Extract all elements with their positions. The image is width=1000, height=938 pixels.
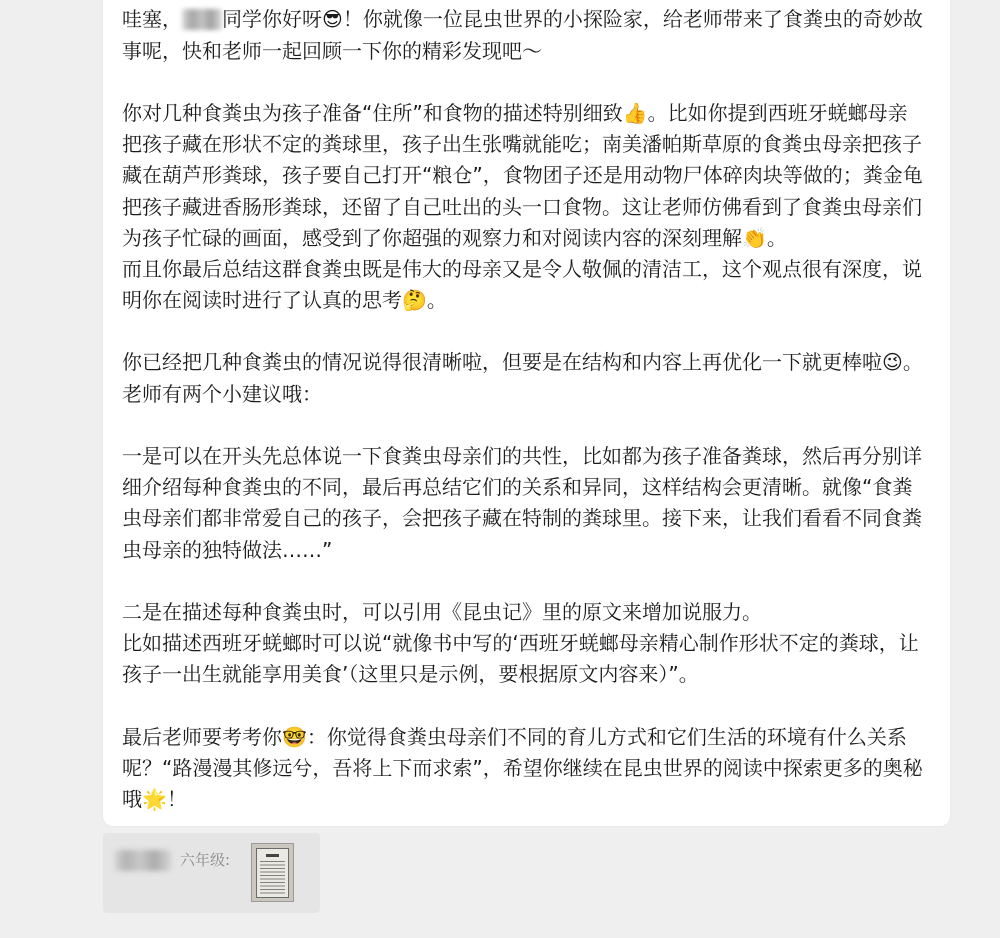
greeting-text: 同学你好呀😎！你就像一位昆虫世界的小探险家，给老师带来了食粪虫的奇妙故	[222, 7, 923, 32]
text-line: 二是在描述每种食粪虫时，可以引用《昆虫记》里的原文来增加说服力。	[122, 599, 762, 624]
text-line: 为孩子忙碌的画面，感受到了你超强的观察力和对阅读内容的深刻理解👏。	[122, 225, 787, 250]
text-line: 呢？“路漫漫其修远兮，吾将上下而求索”，希望你继续在昆虫世界的阅读中探索更多的奥秘	[122, 755, 923, 780]
closing-question-paragraph	[122, 722, 930, 816]
paragraph-spacer	[122, 691, 930, 722]
text-line: 明你在阅读时进行了认真的思考🤔。	[122, 288, 447, 313]
suggestion-one-paragraph	[122, 441, 930, 566]
text-line: 事呢，快和老师一起回顾一下你的精彩发现吧～	[122, 38, 542, 63]
redacted-student-name	[182, 9, 222, 30]
message-bubble[interactable]	[103, 0, 950, 826]
text-line: 比如描述西班牙蜣螂时可以说“就像书中写的‘西班牙蜣螂母亲精心制作形状不定的粪球，让	[122, 631, 919, 656]
suggestion-two-paragraph	[122, 597, 930, 691]
paragraph-spacer	[122, 566, 930, 597]
quoted-sender-grade: 六年级:	[180, 851, 231, 869]
text-line: 孩子一出生就能享用美食’（这里只是示例，要根据原文内容来）”。	[122, 662, 699, 687]
text-line: 虫母亲的独特做法……”	[122, 537, 333, 562]
text-line: 哦🌟！	[122, 787, 187, 812]
text-line: 藏在葫芦形粪球，孩子要自己打开“粮仓”，食物团子还是用动物尸体碎肉块等做的；粪金龟	[122, 163, 923, 188]
paragraph-spacer	[122, 67, 930, 98]
greeting-prefix: 哇塞，	[122, 7, 182, 32]
quoted-message[interactable]	[103, 833, 320, 913]
text-line: 细介绍每种食粪虫的不同，最后再总结它们的关系和异同，这样结构会更清晰。就像“食粪	[122, 475, 913, 500]
text-line: 一是可以在开头先总体说一下食粪虫母亲们的共性，比如都为孩子准备粪球，然后再分别详	[122, 444, 922, 469]
text-line: 把孩子藏进香肠形粪球，还留了自己吐出的头一口食物。这让老师仿佛看到了食粪虫母亲们	[122, 194, 922, 219]
praise-paragraph	[122, 98, 930, 316]
quoted-image-thumbnail[interactable]	[251, 843, 294, 902]
text-line: 最后老师要考考你🤓：你觉得食粪虫母亲们不同的育儿方式和它们生活的环境有什么关系	[122, 724, 907, 749]
redacted-sender-name	[115, 850, 171, 871]
text-line: 虫母亲们都非常爱自己的孩子，会把孩子藏在特制的粪球里。接下来，让我们看看不同食粪	[122, 506, 922, 531]
transition-paragraph	[122, 347, 930, 409]
paragraph-spacer	[122, 410, 930, 441]
document-page-graphic	[256, 848, 289, 898]
text-line: 把孩子藏在形状不定的粪球里，孩子出生张嘴就能吃；南美潘帕斯草原的食粪虫母亲把孩子	[122, 132, 922, 157]
document-text-lines-graphic	[260, 861, 285, 894]
text-line: 而且你最后总结这群食粪虫既是伟大的母亲又是令人敬佩的清洁工，这个观点很有深度，说	[122, 256, 922, 281]
document-heading-graphic	[266, 854, 279, 857]
greeting-paragraph	[122, 4, 930, 66]
text-line: 你对几种食粪虫为孩子准备“住所”和食物的描述特别细致👍。比如你提到西班牙蜣螂母亲	[122, 100, 908, 125]
text-line: 老师有两个小建议哦：	[122, 381, 322, 406]
text-line: 你已经把几种食粪虫的情况说得很清晰啦，但要是在结构和内容上再优化一下就更棒啦😉。	[122, 350, 923, 375]
paragraph-spacer	[122, 316, 930, 347]
text-line	[122, 4, 930, 35]
